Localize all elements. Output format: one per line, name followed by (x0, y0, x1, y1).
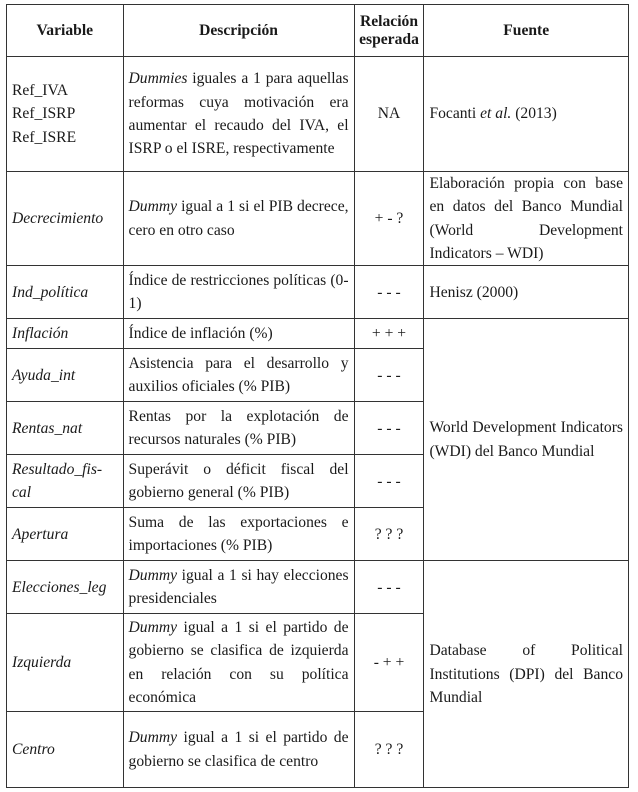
expected-relation-cell: - - - (354, 561, 424, 614)
description-cell: Dummy igual a 1 si el PIB decrece, cero en otro caso (123, 172, 354, 266)
header-row (7, 5, 629, 57)
description-cell: Dummy igual a 1 si el partido de gobierno se clasifica de izquierda en relación con su política económica (123, 614, 354, 712)
variable-cell: Ind_política (7, 266, 124, 319)
description-cell: Rentas por la explotación de recursos naturales (% PIB) (123, 402, 354, 455)
expected-relation-cell: - - - (354, 455, 424, 508)
source-cell: World Development Indicators (WDI) del Banco Mundial (424, 319, 629, 561)
table-row (7, 561, 629, 614)
variable-cell: Centro (7, 712, 124, 788)
source-cell: Henisz (2000) (424, 266, 629, 319)
expected-relation-cell: - - - (354, 402, 424, 455)
header-descripcion: Descripción (123, 5, 354, 57)
description-cell: Dummy igual a 1 si hay elecciones presidenciales (123, 561, 354, 614)
table-row (7, 172, 629, 266)
variable-cell: Elecciones_leg (7, 561, 124, 614)
description-cell: Índice de inflación (%) (123, 319, 354, 349)
description-cell: Dummies iguales a 1 para aquellas reformas cuya motivación era aumentar el recaudo del IVA, el ISRP o el ISRE, respectivamente (123, 57, 354, 172)
expected-relation-cell: - + + (354, 614, 424, 712)
variable-cell: Decrecimiento (7, 172, 124, 266)
expected-relation-cell: - - - (354, 266, 424, 319)
variable-cell: Resultado_fis- cal (7, 455, 124, 508)
source-cell: Focanti et al. (2013) (424, 57, 629, 172)
description-cell: Superávit o déficit fiscal del gobierno general (% PIB) (123, 455, 354, 508)
description-cell: Suma de las exportaciones e importaciones (% PIB) (123, 508, 354, 561)
header-variable: Variable (7, 5, 124, 57)
variable-cell: Ref_IVA Ref_ISRP Ref_ISRE (7, 57, 124, 172)
table-row (7, 266, 629, 319)
expected-relation-cell: - - - (354, 349, 424, 402)
source-cell: Elaboración propia con base en datos del Banco Mundial (World Development Indicators – WDI) (424, 172, 629, 266)
variables-table-page (6, 4, 629, 788)
description-cell: Índice de restricciones políticas (0-1) (123, 266, 354, 319)
variable-cell: Apertura (7, 508, 124, 561)
header-relacion-esperada: Relación esperada (354, 5, 424, 57)
table-row (7, 57, 629, 172)
expected-relation-cell: + + + (354, 319, 424, 349)
expected-relation-cell: NA (354, 57, 424, 172)
table-row (7, 319, 629, 349)
expected-relation-cell: ? ? ? (354, 712, 424, 788)
source-cell: Database of Political Institutions (DPI) del Banco Mundial (424, 561, 629, 788)
variable-cell: Rentas_nat (7, 402, 124, 455)
description-cell: Dummy igual a 1 si el partido de gobierno se clasifica de centro (123, 712, 354, 788)
variables-table (6, 4, 629, 788)
expected-relation-cell: ? ? ? (354, 508, 424, 561)
variable-cell: Ayuda_int (7, 349, 124, 402)
expected-relation-cell: + - ? (354, 172, 424, 266)
variable-cell: Inflación (7, 319, 124, 349)
description-cell: Asistencia para el desarrollo y auxilios oficiales (% PIB) (123, 349, 354, 402)
header-fuente: Fuente (424, 5, 629, 57)
variable-cell: Izquierda (7, 614, 124, 712)
